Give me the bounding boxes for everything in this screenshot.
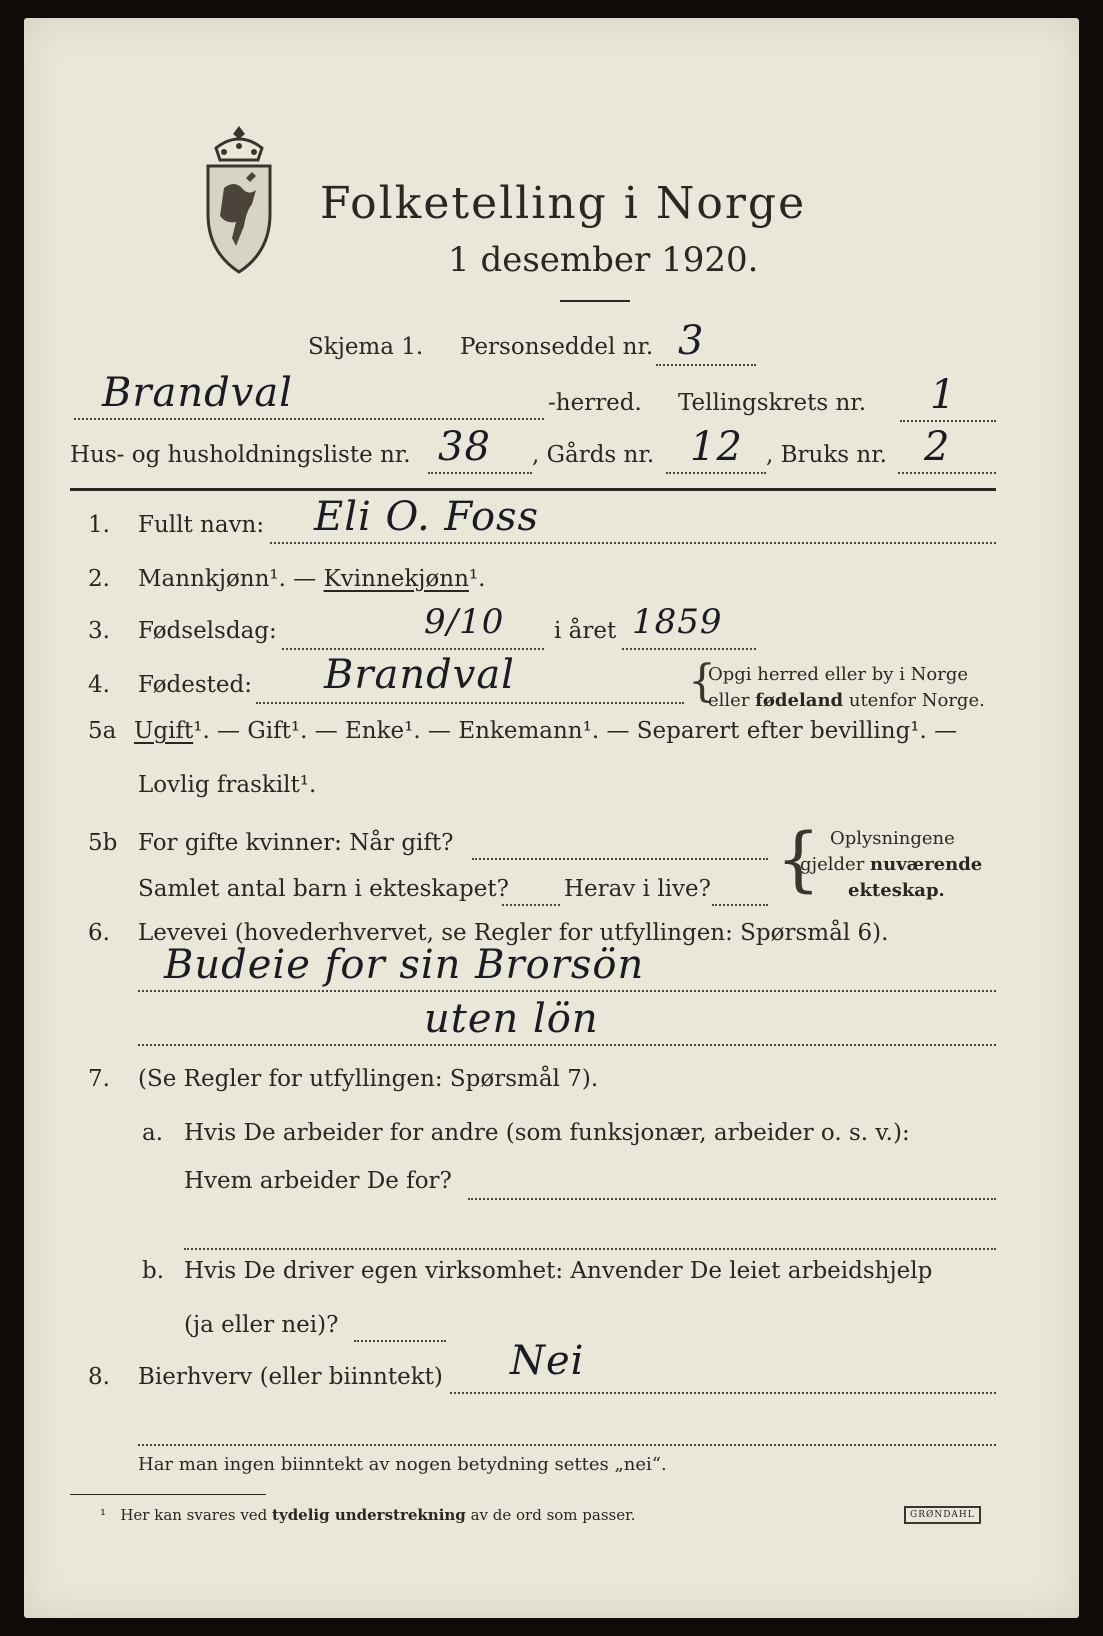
married-when-field[interactable] — [472, 858, 768, 860]
option-mannkjonn[interactable]: Mannkjønn¹. — — [138, 566, 324, 592]
q8-label: Bierhverv (eller biinntekt) — [138, 1364, 443, 1390]
form-title: Folketelling i Norge — [320, 178, 807, 229]
skjema-label: Skjema 1. — [308, 334, 424, 360]
gards-value[interactable]: 12 — [690, 424, 743, 470]
birthdate-value[interactable]: 9/10 — [424, 602, 505, 642]
printer-stamp: GRØNDAHL — [904, 1506, 981, 1524]
q5b-line1: For gifte kvinner: Når gift? — [138, 830, 454, 856]
q5a-options: Ugift¹. — Gift¹. — Enke¹. — Enkemann¹. — Separert efter bevilling¹. — — [134, 718, 958, 744]
tellingskrets-value[interactable]: 1 — [930, 372, 957, 418]
occupation-value-1[interactable]: Budeie for sin Brorsön — [164, 942, 645, 988]
option-lovlig-fraskilt[interactable]: Lovlig fraskilt¹. — [138, 772, 317, 798]
title-divider — [560, 300, 630, 302]
q7-label: (Se Regler for utfyllingen: Spørsmål 7). — [138, 1066, 599, 1092]
birthplace-note-1: Opgi herred eller by i Norge — [708, 664, 969, 685]
option-kvinnekjonn[interactable]: Kvinnekjønn — [323, 566, 469, 592]
hired-help-field[interactable] — [354, 1340, 446, 1342]
side-income-value[interactable]: Nei — [510, 1338, 585, 1384]
employer-field[interactable] — [468, 1198, 996, 1200]
personseddel-label: Personseddel nr. — [460, 334, 654, 360]
herred-label: -herred. — [548, 390, 642, 416]
q5b-note-2: gjelder nuværende — [800, 854, 983, 875]
footnote: ¹ Her kan svares ved tydelig understrekning av de ord som passer. — [100, 1506, 636, 1524]
birthplace-value[interactable]: Brandval — [324, 652, 515, 698]
bruks-label: , Bruks nr. — [766, 442, 887, 468]
q2-options: Mannkjønn¹. — Kvinnekjønn¹. — [138, 566, 486, 592]
q5b-note-1: Oplysningene — [830, 828, 955, 849]
q8-number: 8. — [88, 1364, 110, 1390]
q5b-note-3: ekteskap. — [848, 880, 945, 901]
q7b-line2: (ja eller nei)? — [184, 1312, 339, 1338]
footnote-rule — [70, 1494, 266, 1495]
herred-value[interactable]: Brandval — [102, 370, 293, 416]
birth-year-value[interactable]: 1859 — [632, 602, 723, 642]
header-rule — [70, 488, 996, 491]
q7b-letter: b. — [142, 1258, 165, 1284]
footer-note: Har man ingen biinntekt av nogen betydning settes „nei“. — [138, 1454, 667, 1475]
q7a-letter: a. — [142, 1120, 164, 1146]
children-alive-field[interactable] — [712, 904, 768, 906]
q5a-number: 5a — [88, 718, 117, 744]
coat-of-arms-icon — [194, 118, 284, 278]
bruks-value[interactable]: 2 — [924, 424, 951, 470]
q2-number: 2. — [88, 566, 110, 592]
q3-number: 3. — [88, 618, 110, 644]
tellingskrets-label: Tellingskrets nr. — [678, 390, 867, 416]
q6-label: Levevei (hovederhvervet, se Regler for utfyllingen: Spørsmål 6). — [138, 920, 889, 946]
gards-label: , Gårds nr. — [532, 442, 655, 468]
q7b-line1: Hvis De driver egen virksomhet: Anvender De leiet arbeidshjelp — [184, 1258, 933, 1284]
q4-label: Fødested: — [138, 672, 253, 698]
q7-number: 7. — [88, 1066, 110, 1092]
q1-number: 1. — [88, 512, 110, 538]
q6-number: 6. — [88, 920, 110, 946]
option-ugift[interactable]: Ugift — [134, 718, 194, 744]
q7a-line1: Hvis De arbeider for andre (som funksjonær, arbeider o. s. v.): — [184, 1120, 910, 1146]
year-label: i året — [554, 618, 617, 644]
personseddel-value[interactable]: 3 — [678, 318, 705, 364]
q1-label: Fullt navn: — [138, 512, 265, 538]
q7a-line2: Hvem arbeider De for? — [184, 1168, 452, 1194]
q5b-number: 5b — [88, 830, 118, 856]
children-count-field[interactable] — [502, 904, 560, 906]
birthplace-note-2: eller fødeland utenfor Norge. — [708, 690, 985, 711]
census-date: 1 desember 1920. — [448, 240, 759, 280]
hus-value[interactable]: 38 — [438, 424, 491, 470]
q4-number: 4. — [88, 672, 110, 698]
census-form: Folketelling i Norge 1 desember 1920. Skjema 1. Personseddel nr. 3 Brandval -herred. Tellingskrets nr. 1 Hus- og husholdningsliste nr. 38 , Gårds nr. 12 , Bruks nr. 2 1. Fullt navn: Eli O. Foss 2. Mannkjønn¹. — Kvinnekjønn¹. 3. Fødselsdag: 9/10 i året 1859 4. Fødested: Brandval { Opgi herred eller by i Norge eller fødeland utenfor Norge. 5a Ugift¹. — Gift¹. — Enke¹. — Enkemann¹. — Separert efter bevilling¹. — Lovlig fraskilt¹. 5b For gifte kvinner: Når gift? Samlet antal barn i ekteskapet? Herav i live? { Oplysningene gjelder nuværende ekteskap. 6. Levevei (hovederhvervet, se Regler for utfyllingen: Spørsmål 6). Budeie for sin Brorsön uten lön 7. (Se Regler for utfyllingen: Spørsmål 7). a. Hvis De arbeider for andre (som funksjonær, arbeider o. s. v.): Hvem arbeider De for? b. Hvis De driver egen virksomhet: Anvender De leiet arbeidshjelp (ja eller nei)? 8. Bierhverv (eller biinntekt) Nei Har man ingen biinntekt av nogen betydning settes „nei“. ¹ Her kan svares ved tydelig understrekning av de ord som passer. GRØNDAHL — [24, 18, 1079, 1618]
q5b-line2: Samlet antal barn i ekteskapet? — [138, 876, 509, 902]
occupation-value-2[interactable]: uten lön — [424, 996, 599, 1042]
q5b-herav: Herav i live? — [564, 876, 711, 902]
q3-label: Fødselsdag: — [138, 618, 277, 644]
hus-label: Hus- og husholdningsliste nr. — [70, 442, 411, 468]
full-name-value[interactable]: Eli O. Foss — [314, 494, 540, 540]
